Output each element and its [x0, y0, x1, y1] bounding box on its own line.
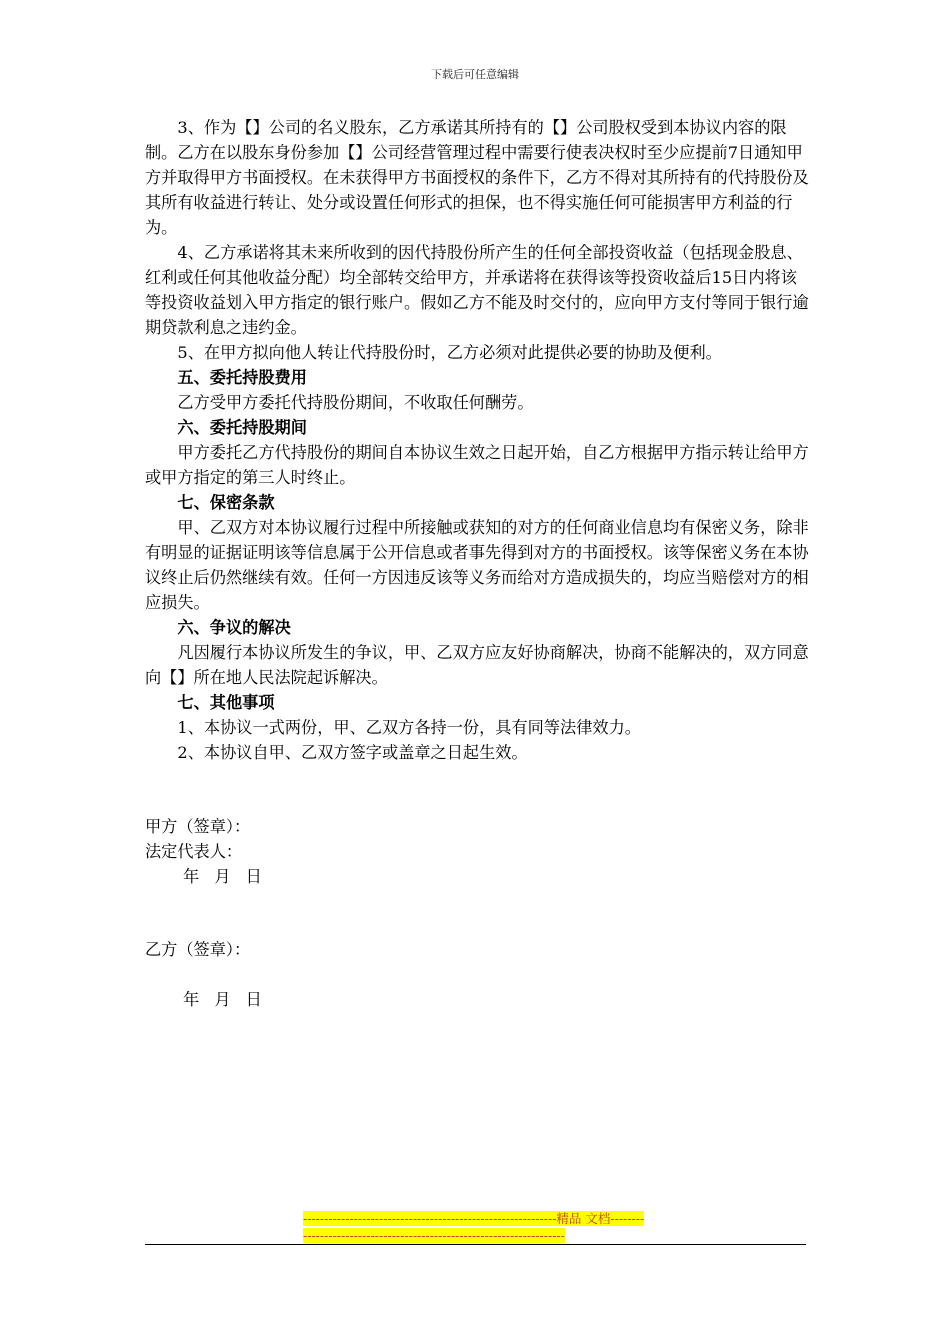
section-heading-period: 六、委托持股期间	[177, 418, 307, 437]
legal-representative-label: 法定代表人：	[145, 842, 243, 861]
party-a-date-line: 年 月 日	[183, 867, 262, 886]
page-header-note: 下载后可任意编辑	[431, 68, 519, 81]
section-confidentiality-text: 甲、乙双方对本协议履行过程中所接触或获知的对方的任何商业信息均有保密义务，除非有明显的证据证明该等信息属于公开信息或者事先得到对方的书面授权。该等保密义务在本协议终止后仍然继续有效。任何一方因违反该等义务而给对方造成损失的，均应当赔偿对方的相应损失。	[145, 518, 809, 612]
section-fee-text: 乙方受甲方委托代持股份期间，不收取任何酬劳。	[177, 393, 534, 412]
section-heading-confidentiality: 七、保密条款	[177, 493, 275, 512]
party-b-signature-block	[145, 937, 262, 1012]
section-heading-misc: 七、其他事项	[177, 693, 275, 712]
misc-item-1: 1、本协议一式两份，甲、乙双方各持一份，具有同等法律效力。	[177, 718, 641, 737]
party-b-date-line: 年 月 日	[183, 990, 262, 1009]
party-a-signature-block	[145, 814, 262, 889]
footer-divider	[145, 1244, 806, 1245]
section-dispute-text: 凡因履行本协议所发生的争议，甲、乙双方应友好协商解决，协商不能解决的，双方同意向【】所在地人民法院起诉解决。	[145, 643, 809, 687]
clause-3: 3、作为【】公司的名义股东，乙方承诺其所持有的【】公司股权受到本协议内容的限制。乙方在以股东身份参加【】公司经营管理过程中需要行使表决权时至少应提前7日通知甲方并取得甲方书面授权。在未获得甲方书面授权的条件下，乙方不得对其所持有的代持股份及其所有收益进行转让、处分或设置任何形式的担保，也不得实施任何可能损害甲方利益的行为。	[145, 118, 809, 237]
party-b-sign-label: 乙方（签章）：	[145, 940, 251, 959]
clause-5: 5、在甲方拟向他人转让代持股份时，乙方必须对此提供必要的协助及便利。	[177, 343, 722, 362]
document-body	[145, 115, 810, 765]
party-a-sign-label: 甲方（签章）：	[145, 817, 251, 836]
section-heading-dispute: 六、争议的解决	[177, 618, 291, 637]
footer-watermark-banner	[303, 1210, 648, 1244]
section-period-text: 甲方委托乙方代持股份的期间自本协议生效之日起开始，自乙方根据甲方指示转让给甲方或甲方指定的第三人时终止。	[145, 443, 809, 487]
footer-banner-text: ------------------------------------------------------------精品 文档----------------------------------------------------------------------	[303, 1211, 645, 1243]
party-b-spacer	[145, 962, 262, 987]
section-heading-fee: 五、委托持股费用	[177, 368, 307, 387]
misc-item-2: 2、本协议自甲、乙双方签字或盖章之日起生效。	[177, 743, 528, 762]
clause-4: 4、乙方承诺将其未来所收到的因代持股份所产生的任何全部投资收益（包括现金股息、红利或任何其他收益分配）均全部转交给甲方，并承诺将在获得该等投资收益后15日内将该等投资收益划入甲方指定的银行账户。假如乙方不能及时交付的，应向甲方支付等同于银行逾期贷款利息之违约金。	[145, 243, 809, 337]
